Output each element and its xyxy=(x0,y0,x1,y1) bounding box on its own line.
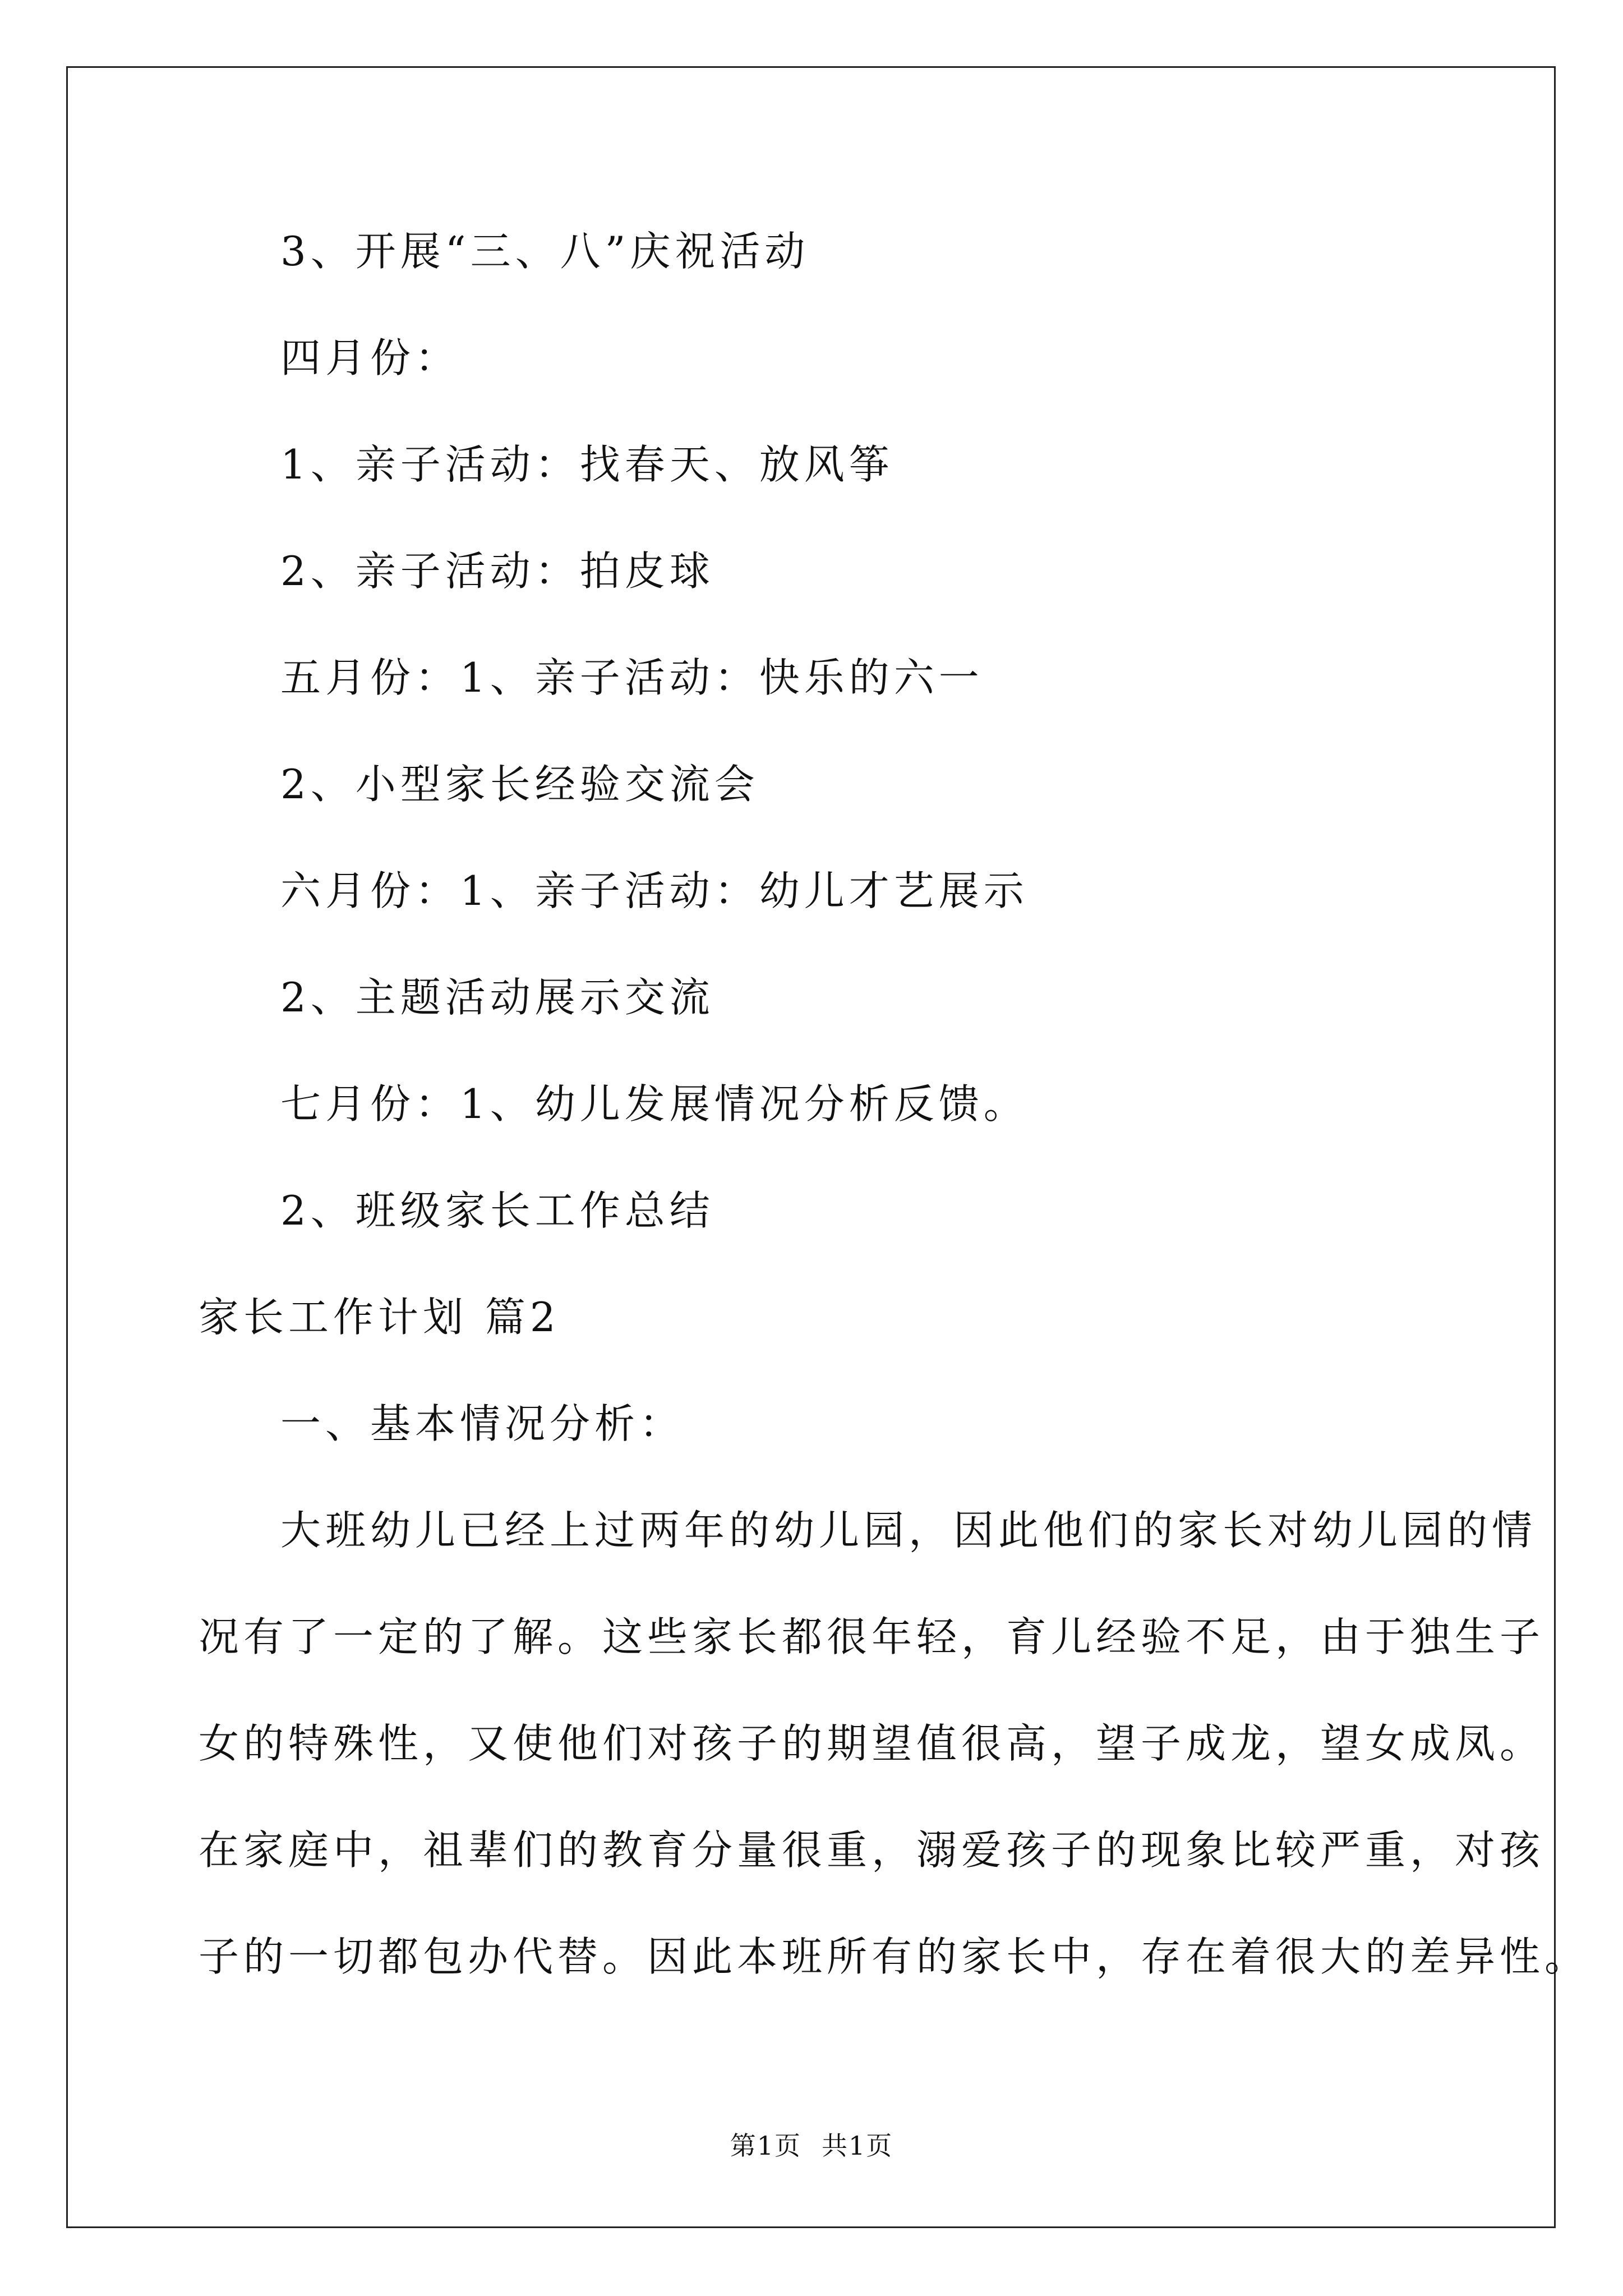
text-line: 在家庭中，祖辈们的教育分量很重，溺爱孩子的现象比较严重，对孩 xyxy=(199,1826,1545,1874)
text-line: 2、班级家长工作总结 xyxy=(280,1187,714,1234)
text-line: 女的特殊性，又使他们对孩子的期望值很高，望子成龙，望女成凤。 xyxy=(199,1720,1545,1767)
text-line: 2、亲子活动：拍皮球 xyxy=(280,547,714,595)
text-line: 2、主题活动展示交流 xyxy=(280,974,714,1021)
text-line: 2、小型家长经验交流会 xyxy=(280,761,759,808)
text-line: 四月份： xyxy=(280,334,460,381)
page-number: 第1页 xyxy=(730,2131,801,2161)
text-line: 子的一切都包办代替。因此本班所有的家长中，存在着很大的差异性。 xyxy=(199,1933,1590,1980)
text-line: 大班幼儿已经上过两年的幼儿园，因此他们的家长对幼儿园的情 xyxy=(280,1507,1537,1554)
text-line: 六月份：1、亲子活动：幼儿才艺展示 xyxy=(280,867,1029,914)
page-total: 共1页 xyxy=(822,2131,893,2161)
section-heading: 家长工作计划 篇2 xyxy=(199,1294,560,1341)
page-footer xyxy=(0,2129,1623,2162)
text-line: 七月份：1、幼儿发展情况分析反馈。 xyxy=(280,1080,1029,1128)
text-line: 3、开展“三、八”庆祝活动 xyxy=(280,228,810,275)
text-line: 五月份：1、亲子活动：快乐的六一 xyxy=(280,654,984,701)
text-line: 况有了一定的了解。这些家长都很年轻，育儿经验不足，由于独生子 xyxy=(199,1613,1545,1660)
text-line: 1、亲子活动：找春天、放风筝 xyxy=(280,441,894,488)
text-line: 一、基本情况分析： xyxy=(280,1400,685,1447)
